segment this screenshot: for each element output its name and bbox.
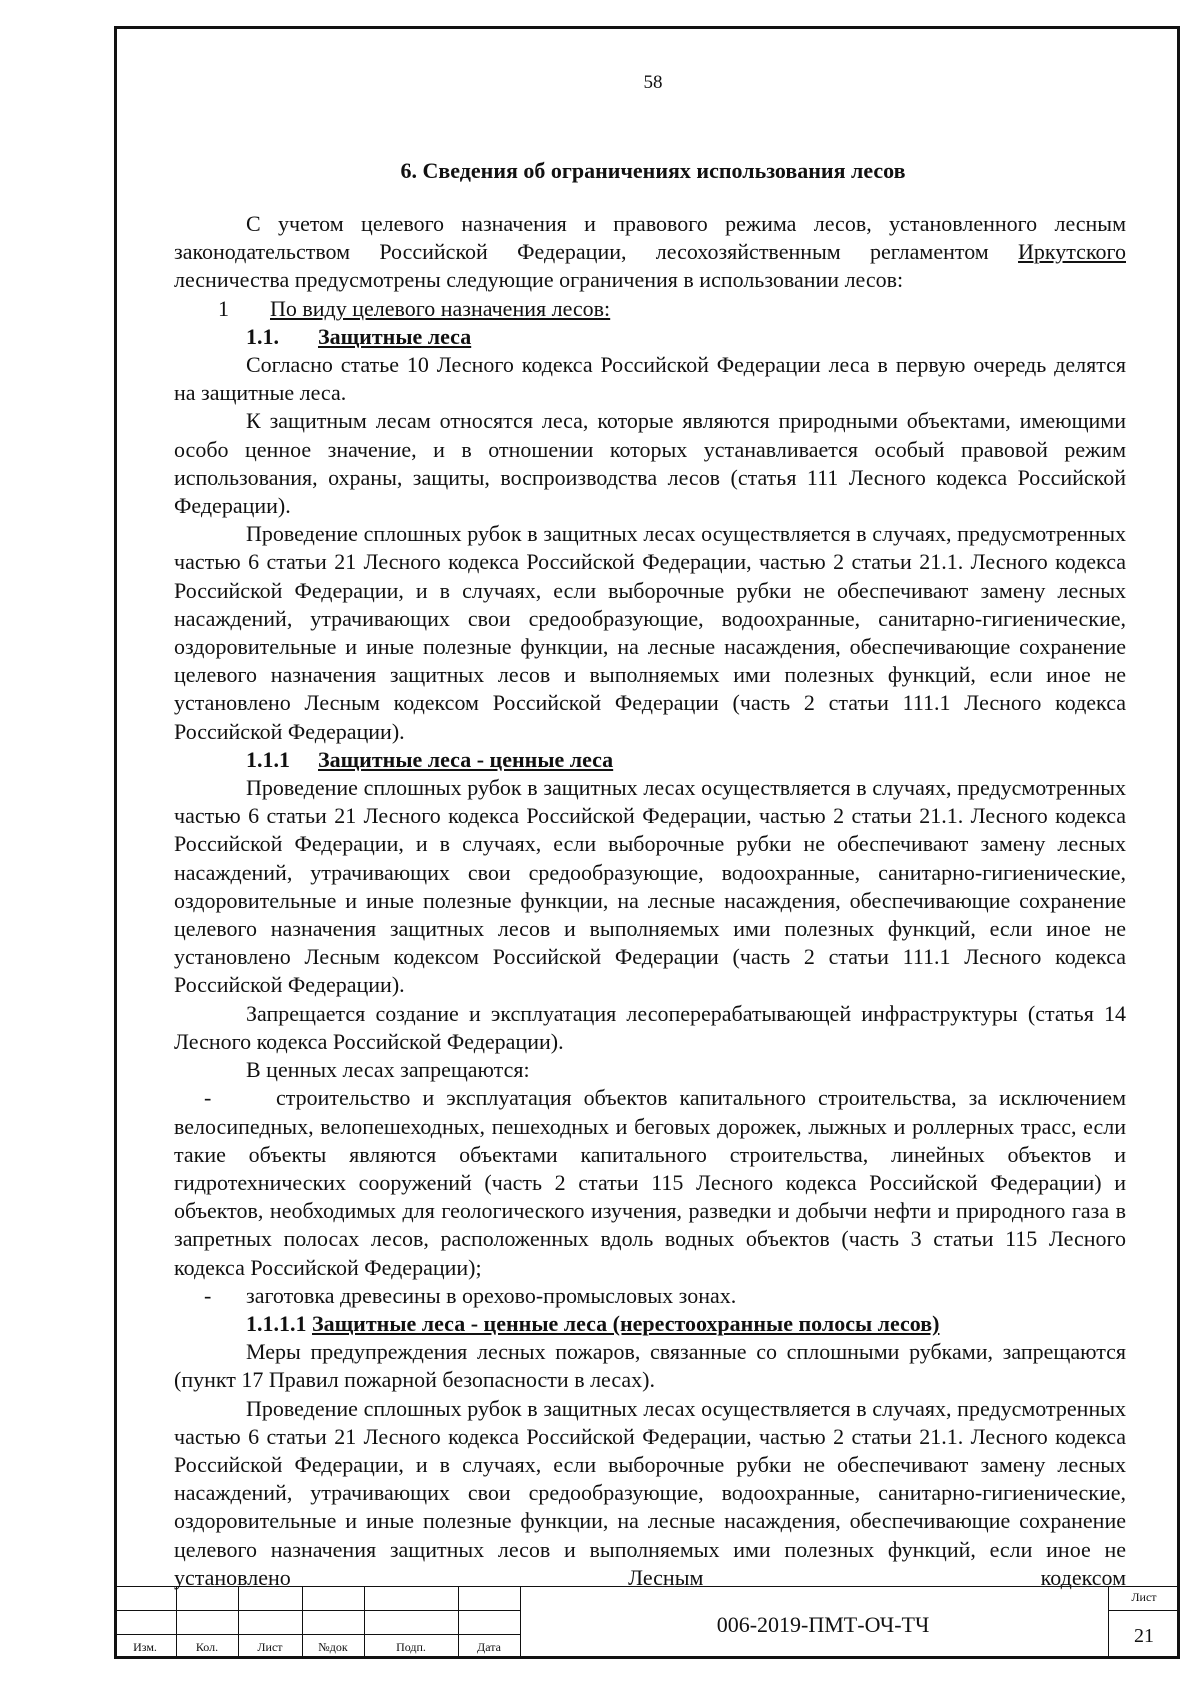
paragraph: В ценных лесах запрещаются:	[246, 1057, 530, 1083]
body-text	[174, 210, 1126, 1592]
subheading-1-1-1-1: 1.1.1.1 Защитные леса - ценные леса (нерестоохранные полосы лесов)	[246, 1310, 940, 1336]
stamp-label-list: Лист	[257, 1640, 283, 1654]
stamp-label-data: Дата	[477, 1640, 501, 1654]
subheading-1-1: 1.1. Защитные леса	[246, 323, 472, 349]
paragraph: Проведение сплошных рубок в защитных лесах осуществляется в случаях, предусмотренных частью 6 статьи 21 Лесного кодекса Российской Федерации, частью 2 статьи 21.1. Лесного кодекса Российской Федерации, и в случаях, если выборочные рубки не обеспечивают замену лесных насаждений, утрачивающих свои средообразующие, водоохранные, санитарно-гигиенические, оздоровительные и иные полезные функции, на лесные насаждения, обеспечивающие сохранение целевого назначения защитных лесов и выполняемых ими полезных функций, если иное не установлено Лесным кодексом Российской Федерации (часть 2 статьи 111.1 Лесного кодекса Российской Федерации).	[174, 521, 1126, 744]
subheading-1-1-1: 1.1.1 Защитные леса - ценные леса	[246, 746, 614, 772]
sheet-number: 21	[1134, 1625, 1154, 1647]
stamp-label-kol: Кол.	[195, 1640, 219, 1654]
paragraph: Проведение сплошных рубок в защитных лесах осуществляется в случаях, предусмотренных частью 6 статьи 21 Лесного кодекса Российской Федерации, частью 2 статьи 21.1. Лесного кодекса Российской Федерации, и в случаях, если выборочные рубки не обеспечивают замену лесных насаждений, утрачивающих свои средообразующие, водоохранные, санитарно-гигиенические, оздоровительные и иные полезные функции, на лесные насаждения, обеспечивающие сохранение целевого назначения защитных лесов и выполняемых ими полезных функций, если иное не установлено Лесным кодексом	[174, 1395, 1126, 1590]
stamp-row-line	[1108, 1610, 1180, 1611]
page-number: 58	[643, 72, 663, 93]
stamp-top-line	[114, 1586, 1180, 1587]
bullet-item: - заготовка древесины в орехово-промысловых зонах.	[204, 1282, 737, 1308]
paragraph: Проведение сплошных рубок в защитных лесах осуществляется в случаях, предусмотренных частью 6 статьи 21 Лесного кодекса Российской Федерации, частью 2 статьи 21.1. Лесного кодекса Российской Федерации, и в случаях, если выборочные рубки не обеспечивают замену лесных насаждений, утрачивающих свои средообразующие, водоохранные, санитарно-гигиенические, оздоровительные и иные полезные функции, на лесные насаждения, обеспечивающие сохранение целевого назначения защитных лесов и выполняемых ими полезных функций, если иное не установлено Лесным кодексом Российской Федерации (часть 2 статьи 111.1 Лесного кодекса Российской Федерации).	[174, 775, 1126, 998]
stamp-row-line	[114, 1610, 520, 1611]
paragraph: К защитным лесам относятся леса, которые являются природными объектами, имеющими особо ценное значение, и в отношении которых устанавливается особый правовой режим использования, охраны, защиты, воспроизводства лесов (статья 111 Лесного кодекса Российской Федерации).	[174, 408, 1126, 519]
stamp-label-izm: Изм.	[133, 1640, 157, 1654]
sheet-label: Лист	[1131, 1590, 1157, 1604]
paragraph: Запрещается создание и эксплуатация лесоперерабатывающей инфраструктуры (статья 14 Лесного кодекса Российской Федерации).	[174, 1000, 1126, 1054]
intro-paragraph: С учетом целевого назначения и правового режима лесов, установленного лесным законодательством Российской Федерации, лесохозяйственным регламентом Иркутского лесничества предусмотрены следующие ограничения в использовании лесов:	[174, 211, 1126, 293]
stamp-label-podp: Подп.	[396, 1640, 426, 1654]
document-code: 006-2019-ПМТ-ОЧ-ТЧ	[716, 1612, 930, 1637]
bullet-item: - строительство и эксплуатация объектов капитального строительства, за исключением велосипедных, велопешеходных, пешеходных и беговых дорожек, лыжных и роллерных трасс, если такие объекты являются объектами капитального строительства, линейных объектов и гидротехнических сооружений (часть 2 статьи 115 Лесного кодекса Российской Федерации) и объектов, необходимых для геологического изучения, разведки и добычи нефти и природного газа в запретных полосах лесов, расположенных вдоль водных объектов (часть 3 статьи 115 Лесного кодекса Российской Федерации);	[174, 1085, 1126, 1280]
stamp-row-line	[114, 1634, 520, 1635]
paragraph: Согласно статье 10 Лесного кодекса Российской Федерации леса в первую очередь делятся на защитные леса.	[174, 352, 1126, 406]
list-item-1: 1 По виду целевого назначения лесов:	[218, 295, 611, 321]
paragraph: Меры предупреждения лесных пожаров, связанные со сплошными рубками, запрещаются (пункт 17 Правил пожарной безопасности в лесах).	[174, 1339, 1126, 1393]
stamp-label-ndok: №док	[318, 1640, 348, 1654]
forestry-name: Иркутского	[1018, 239, 1126, 265]
section-heading: 6. Сведения об ограничениях использования лесов	[400, 158, 906, 183]
